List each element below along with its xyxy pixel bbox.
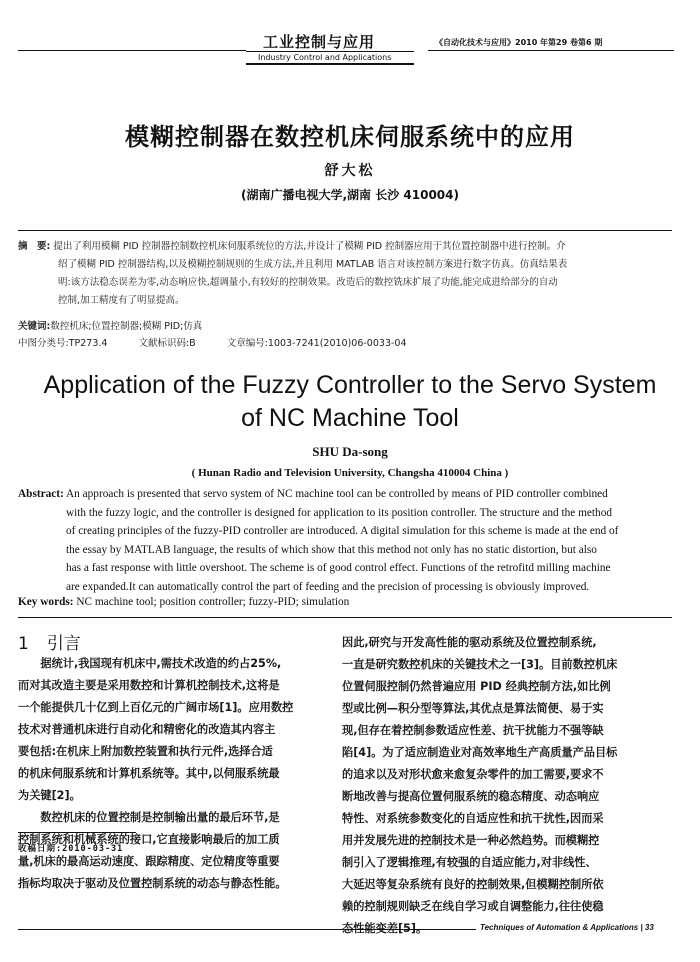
abstract-en-line: An approach is presented that servo system of NC machine tool can be controlled by means of PID controller combined (63, 488, 608, 500)
paper-title-cn: 模糊控制器在数控机床伺服系统中的应用 (125, 123, 575, 151)
keywords-cn (18, 318, 202, 336)
keywords-cn-text: 数控机床;位置控制器;模糊 PID;仿真 (50, 321, 203, 332)
abstract-en (18, 485, 672, 596)
affiliation-cn: (湖南广播电视大学,湖南 长沙 410004) (241, 188, 459, 202)
paper-title-en-line2: of NC Machine Tool (241, 404, 459, 432)
keywords-cn-label: 关键词: (18, 321, 51, 332)
abstract-top-rule (18, 230, 672, 231)
body-line: 断地改善与提高位置伺服系统的稳态精度、动态响应 (342, 790, 600, 803)
body-line: 赖的控制规则缺乏在线自学习或自调整能力,往往使稳 (342, 900, 604, 913)
abstract-en-label: Abstract: (18, 488, 64, 500)
clc-number: 中图分类号:TP273.4 (18, 338, 108, 349)
footer-rule (18, 929, 476, 930)
received-date: 收稿日期:2010-03-31 (18, 844, 124, 854)
document-code: 文献标识码:B (138, 338, 196, 349)
body-line: 数控机床的位置控制是控制输出量的最后环节,是 (40, 811, 280, 824)
body-line: 制引入了逻辑推理,有较强的自适应能力,对非线性、 (342, 856, 597, 869)
abstract-cn (18, 238, 666, 310)
body-line: 为关键[2]。 (18, 789, 81, 802)
section-number: 1 (18, 634, 29, 654)
header-rule-left (18, 50, 246, 51)
body-line: 技术对普通机床进行自动化和精密化的改造其内容主 (18, 723, 276, 736)
author-cn: 舒大松 (324, 163, 376, 179)
footnote-rule (18, 832, 136, 833)
body-line: 要包括:在机床上附加数控装置和执行元件,选择合适 (18, 745, 273, 758)
keywords-en-text: NC machine tool; position controller; fuzzy-PID; simulation (73, 596, 350, 608)
body-line: 陷[4]。为了适应制造业对高效率地生产高质量产品目标 (342, 746, 618, 759)
header-rule-right (428, 50, 674, 51)
body-line: 特性、对系统参数变化的自适应性和抗干扰性,因而采 (342, 812, 604, 825)
section-heading (18, 629, 81, 654)
abstract-cn-line: 控制,加工精度有了明显提高。 (58, 295, 185, 306)
body-line: 因此,研究与开发高性能的驱动系统及位置控制系统, (342, 636, 597, 649)
journal-title-cn: 工业控制与应用 (263, 33, 376, 51)
author-en: SHU Da-song (312, 444, 388, 459)
journal-title-en: Industry Control and Applications (258, 53, 392, 62)
classification-line (18, 335, 435, 353)
abstract-en-line: has a fast response with little overshoot. The scheme is of good control effect. Functions of the retrofitd milling machine (66, 562, 611, 574)
footer-journal-page: Techniques of Automation & Applications | 33 (480, 923, 654, 932)
section-title: 引言 (46, 634, 81, 654)
keywords-en (18, 596, 349, 608)
abstract-en-line: are expanded.It can automatically control the part of feeding and the precision of processing is obviously improved. (66, 580, 590, 593)
body-column-right (342, 632, 673, 940)
abstract-en-line: of creating principles of the fuzzy-PID controller are introduced. A digital simulation for this scheme is made at the end of (66, 525, 619, 537)
body-line: 量,机床的最高运动速度、跟踪精度、定位精度等重要 (18, 855, 280, 868)
body-line: 位置伺服控制仍然普遍应用 PID 经典控制方法,如比例 (342, 680, 611, 693)
keywords-en-label: Key words: (18, 596, 74, 608)
body-line: 现,但存在着控制参数适应性差、抗干扰能力不强等缺 (342, 724, 604, 737)
abstract-cn-line: 提出了利用模糊 PID 控制器控制数控机床伺服系统位的方法,并设计了模糊 PID 控制器应用于其位置控制器中进行控制。介 (53, 241, 566, 252)
body-line: 大延迟等复杂系统有良好的控制效果,但模糊控制所依 (342, 878, 604, 891)
abstract-cn-label: 摘 要: (18, 241, 51, 252)
affiliation-en: ( Hunan Radio and Television University, Changsha 410004 China ) (191, 467, 509, 479)
body-line: 型或比例—积分型等算法,其优点是算法简便、易于实 (342, 702, 604, 715)
body-line: 指标均取决于驱动及位置控制系统的动态与静态性能。 (18, 877, 287, 890)
body-line: 用并发展先进的控制技术是一种必然趋势。而模糊控 (342, 834, 600, 847)
abstract-cn-line: 绍了模糊 PID 控制器结构,以及模糊控制规则的生成方法,并且利用 MATLAB 语言对该控制方案进行数字仿真。仿真结果表 (58, 259, 568, 270)
paper-title-en-line1: Application of the Fuzzy Controller to the Servo System (43, 371, 657, 399)
body-line: 的机床伺服系统和计算机系统等。其中,以伺服系统最 (18, 767, 280, 780)
body-line: 一直是研究数控机床的关键技术之一[3]。目前数控机床 (342, 658, 618, 671)
abstract-bottom-rule (18, 617, 672, 618)
body-column-left (18, 653, 322, 895)
body-line: 而对其改造主要是采用数控和计算机控制技术,这将是 (18, 679, 280, 692)
abstract-cn-line: 明:该方法稳态误差为零,动态响应快,超调量小,有较好的控制效果。改造后的数控铣床扩展了功能,能完成进给部分的自动 (58, 277, 558, 288)
body-line: 态性能变差[5]。 (342, 922, 428, 935)
body-line: 的追求以及对形状愈来愈复杂零件的加工需要,要求不 (342, 768, 604, 781)
body-line: 一个能提供几十亿到上百亿元的广阔市场[1]。应用数控 (18, 701, 294, 714)
body-line: 据统计,我国现有机床中,需技术改造的约占25%, (40, 657, 282, 670)
abstract-en-line: with the fuzzy logic, and the controller is designed for application to its position controller. The structure and the method (66, 506, 612, 519)
header-rule-center (246, 51, 414, 52)
journal-issue: 《自动化技术与应用》2010 年第29 卷第6 期 (435, 38, 603, 47)
body-line: 控制系统和机械系统的接口,它直接影响最后的加工质 (18, 833, 280, 846)
abstract-en-line: the essay by MATLAB language, the results of which show that this method not only has no static distortion, but also (66, 543, 597, 556)
article-number: 文章编号:1003-7241(2010)06-0033-04 (226, 338, 407, 349)
header-rule-under (246, 63, 414, 65)
